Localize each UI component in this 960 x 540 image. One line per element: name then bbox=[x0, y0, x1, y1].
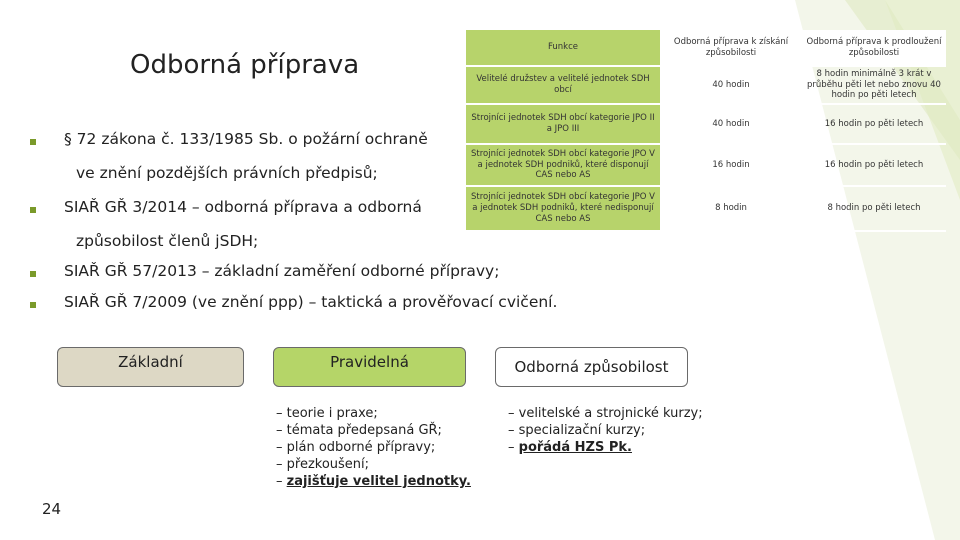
bullet-4: SIAŘ GŘ 7/2009 (ve znění ppp) – taktická a prověřovací cvičení. bbox=[64, 293, 558, 311]
bullet-2-line-2: způsobilost členů jSDH; bbox=[76, 232, 259, 250]
table-header-row bbox=[466, 30, 946, 66]
bullet-marker bbox=[30, 271, 36, 277]
list-item bbox=[508, 439, 703, 456]
list-item-prefix: – bbox=[508, 440, 519, 455]
table-cell: 8 hodin po pěti letech bbox=[802, 186, 946, 231]
list-item: – témata předepsaná GŘ; bbox=[276, 423, 442, 438]
list-item: – teorie i praxe; bbox=[276, 406, 378, 421]
table-row bbox=[466, 144, 946, 186]
list-item-emphasis: zajišťuje velitel jednotky. bbox=[286, 474, 471, 489]
list-item: – specializační kurzy; bbox=[508, 423, 646, 438]
table-cell: 40 hodin bbox=[660, 104, 802, 144]
table-cell: Velitelé družstev a velitelé jednotek SDH obcí bbox=[466, 66, 660, 104]
table-row bbox=[466, 66, 946, 104]
table-cell: 40 hodin bbox=[660, 66, 802, 104]
bullet-3: SIAŘ GŘ 57/2013 – základní zaměření odborné přípravy; bbox=[64, 262, 500, 280]
table-row bbox=[466, 104, 946, 144]
list-item bbox=[276, 473, 471, 490]
bullet-marker bbox=[30, 207, 36, 213]
bullet-1-line-1: § 72 zákona č. 133/1985 Sb. o požární ochraně bbox=[64, 130, 428, 148]
pravidelna-list bbox=[276, 405, 471, 490]
list-item-emphasis: pořádá HZS Pk. bbox=[518, 440, 632, 455]
page-number: 24 bbox=[42, 500, 62, 518]
odborna-list bbox=[508, 405, 703, 456]
box-odborna-zpusobilost: Odborná způsobilost bbox=[495, 347, 688, 387]
bullet-2-line-1: SIAŘ GŘ 3/2014 – odborná příprava a odborná bbox=[64, 198, 422, 216]
bullet-1-line-2: ve znění pozdějších právních předpisů; bbox=[76, 164, 378, 182]
list-item-prefix: – bbox=[276, 474, 287, 489]
table-cell: 8 hodin bbox=[660, 186, 802, 231]
table-cell: Strojníci jednotek SDH obcí kategorie JPO V a jednotek SDH podniků, které disponují CAS nebo AS bbox=[466, 144, 660, 186]
bullet-marker bbox=[30, 139, 36, 145]
bullet-marker bbox=[30, 302, 36, 308]
list-item: – velitelské a strojnické kurzy; bbox=[508, 406, 703, 421]
table-cell: Strojníci jednotek SDH obcí kategorie JPO V a jednotek SDH podniků, které nedisponují CAS nebo AS bbox=[466, 186, 660, 231]
table-cell: 16 hodin po pěti letech bbox=[802, 104, 946, 144]
table-header-ziskani: Odborná příprava k získání způsobilosti bbox=[660, 30, 802, 66]
page-title: Odborná příprava bbox=[130, 50, 360, 80]
training-hours-table bbox=[466, 30, 946, 232]
list-item: – plán odborné přípravy; bbox=[276, 440, 436, 455]
box-zakladni: Základní bbox=[57, 347, 244, 387]
table-row bbox=[466, 186, 946, 231]
table-cell: 16 hodin po pěti letech bbox=[802, 144, 946, 186]
table-cell: 8 hodin minimálně 3 krát v průběhu pěti let nebo znovu 40 hodin po pěti letech bbox=[802, 66, 946, 104]
list-item: – přezkoušení; bbox=[276, 457, 370, 472]
box-pravidelna: Pravidelná bbox=[273, 347, 466, 387]
table-header-prodlouzeni: Odborná příprava k prodloužení způsobilosti bbox=[802, 30, 946, 66]
table-cell: 16 hodin bbox=[660, 144, 802, 186]
table-header-funkce: Funkce bbox=[466, 30, 660, 66]
table-cell: Strojníci jednotek SDH obcí kategorie JPO II a JPO III bbox=[466, 104, 660, 144]
